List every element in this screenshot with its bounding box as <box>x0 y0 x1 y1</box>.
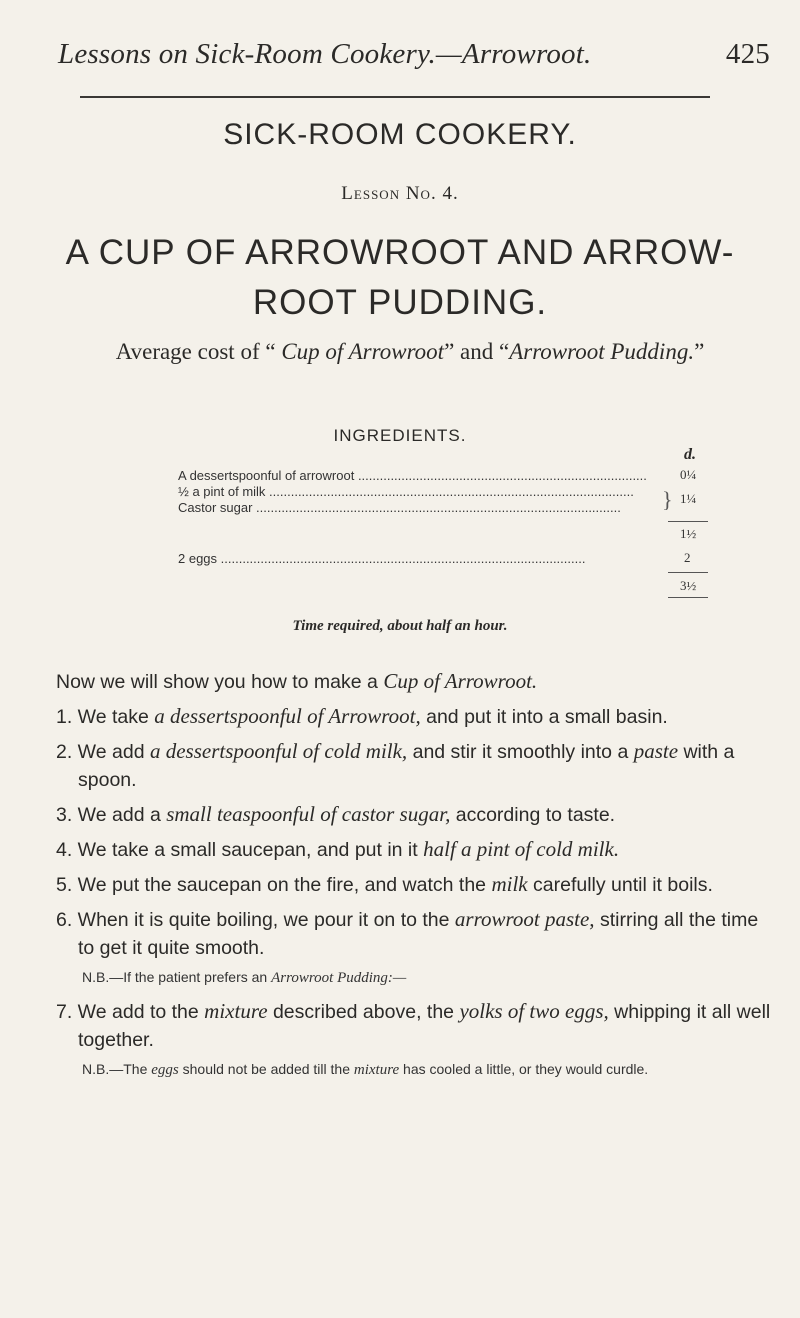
step: 5. We put the saucepan on the fire, and watch the milk carefully until it boils. <box>56 872 713 896</box>
step: 7. We add to the mixture described above, the yolks of two eggs, whipping it all well together. <box>56 999 771 1051</box>
intro-paragraph: Now we will show you how to make a Cup of Arrowroot. <box>56 669 538 693</box>
pence-unit: d. <box>684 446 696 463</box>
page-number: 425 <box>725 38 770 70</box>
ingredient-line: ½ a pint of milk ..... <box>178 484 648 499</box>
bracket-cost: 1¼ <box>680 491 697 506</box>
dish-title-line-2: ROOT PUDDING. <box>252 283 548 322</box>
step: 4. We take a small saucepan, and put in it half a pint of cold milk. <box>56 837 620 861</box>
step: 3. We add a small teaspoonful of castor sugar, according to taste. <box>56 802 616 826</box>
sum-rule <box>668 572 708 573</box>
step: 1. We take a dessertspoonful of Arrowroot, and put it into a small basin. <box>56 704 668 728</box>
subtotal-cost: 1½ <box>680 526 697 541</box>
step: 6. When it is quite boiling, we pour it on to the arrowroot paste, stirring all the time to get it quite smooth. <box>56 907 759 959</box>
average-cost <box>70 336 750 367</box>
time-required: Time required, about half an hour. <box>292 618 508 634</box>
ingredient-cost: 2 <box>684 550 691 565</box>
total-cost: 3½ <box>680 578 697 593</box>
ingredient-line: Castor sugar ..... <box>178 500 648 515</box>
ingredient-cost: 0¼ <box>680 467 697 482</box>
section-title: SICK-ROOM COOKERY. <box>223 118 577 151</box>
running-head <box>58 38 770 71</box>
sum-rule <box>668 521 708 522</box>
ingredient-line: A dessertspoonful of arrowroot ..... <box>178 468 648 483</box>
step: 2. We add a dessertspoonful of cold milk, and stir it smoothly into a paste with a spoon. <box>56 739 735 791</box>
lesson-number: Lesson No. 4. <box>341 183 459 204</box>
running-title: Lessons on Sick-Room Cookery.—Arrowroot. <box>58 38 592 70</box>
ingredient-line: 2 eggs ..... <box>178 551 648 566</box>
total-rule <box>668 597 708 598</box>
bracket-mark: } <box>662 487 673 512</box>
note: N.B.—If the patient prefers an Arrowroot Pudding:— <box>82 969 407 986</box>
header-rule <box>80 96 710 98</box>
avg-suffix: ” <box>694 339 705 364</box>
dish-title-line-1: A CUP OF ARROWROOT AND ARROW- <box>65 233 735 272</box>
avg-mid: ” and “ <box>444 339 510 364</box>
note: N.B.—The eggs should not be added till the mixture has cooled a little, or they would curdle. <box>82 1061 649 1078</box>
avg-item-2: Arrowroot Pudding. <box>509 339 695 364</box>
avg-prefix: Average cost of “ <box>115 339 282 364</box>
instructions <box>56 667 774 1089</box>
ingredients-heading: INGREDIENTS. <box>333 426 467 445</box>
avg-item-1: Cup of Arrowroot <box>281 339 445 364</box>
dish-title <box>40 228 760 328</box>
